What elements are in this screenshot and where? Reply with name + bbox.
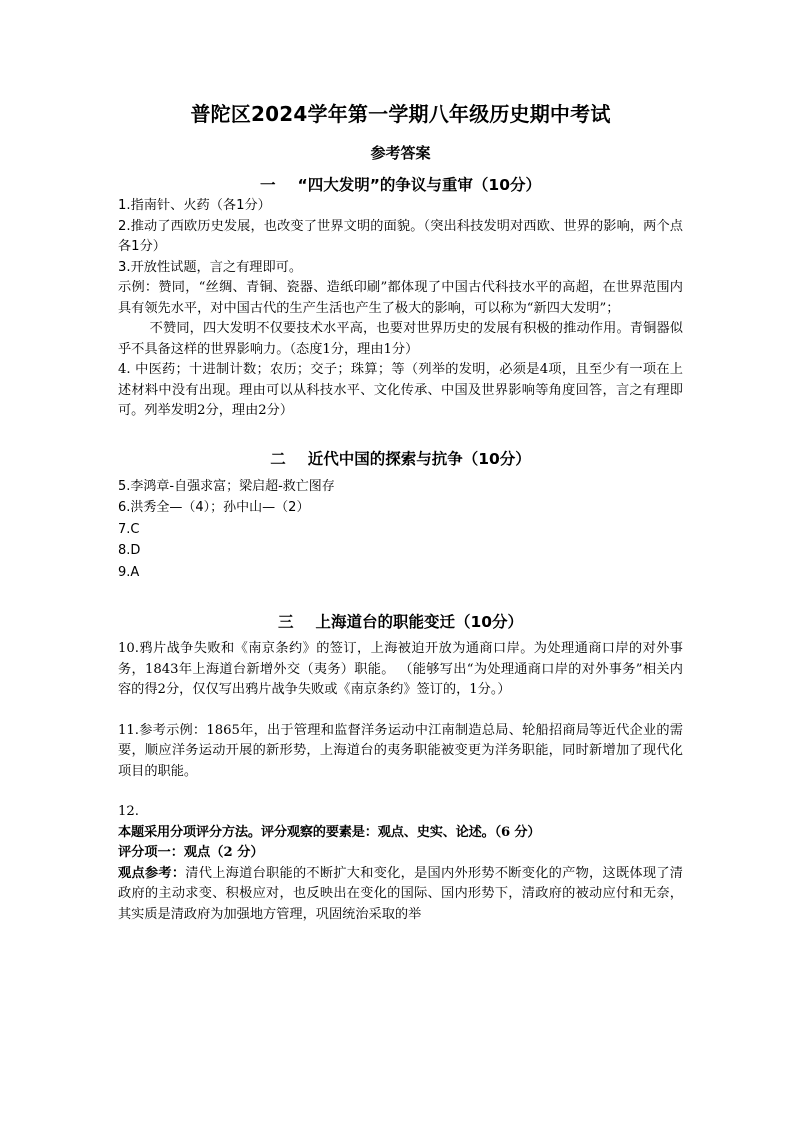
section-body-1	[118, 196, 683, 422]
answer-text: 清代上海道台职能的不断扩大和变化，是国内外形势不断变化的产物，这既体现了清政府的主动求变、积极应对，也反映出在变化的国际、国内形势下，清政府的被动应付和无奈，其实质是清政府为加强地方管理，巩固统治采取的举	[118, 865, 683, 922]
answer-line: 示例：赞同，“丝绸、青铜、瓷器、造纸印刷”都体现了中国古代科技水平的高超，在世界范围内具有领先水平，对中国古代的生产生活也产生了极大的影响，可以称为“新四大发明”；	[118, 280, 683, 316]
section-body-3	[118, 639, 683, 925]
answer-line: 3.开放性试题，言之有理即可。	[118, 259, 303, 275]
answer-line: 4. 中医药；十进制计数；农历；交子；珠算；等（列举的发明，必须是4项，且至少有一项在上述材料中没有出现。理由可以从科技水平、文化传承、中国及世界影响等角度回答，言之有理即可。列举发明2分，理由2分）	[118, 362, 683, 418]
section-heading-text: “四大发明”的争议与重审（10分）	[297, 176, 541, 194]
section-heading-text: 上海道台的职能变迁（10分）	[315, 613, 524, 631]
answer-line: 8.D	[118, 543, 141, 558]
answer-line: 5.李鸿章-自强求富；梁启超-救亡图存	[118, 478, 335, 494]
section-heading-text: 近代中国的探索与抗争（10分）	[307, 449, 531, 468]
answer-line: 11.参考示例：1865年，出于管理和监督洋务运动中江南制造总局、轮船招商局等近代企业的需要，顺应洋务运动开展的新形势，上海道台的夷务职能被变更为洋务职能，同时新增加了现代化项目的职能。	[118, 722, 683, 779]
answer-label: 观点参考：	[118, 865, 186, 881]
section-body-2	[118, 476, 683, 584]
answer-line	[118, 864, 683, 926]
section-heading-1	[118, 174, 683, 196]
answer-line: 本题采用分项评分方法。评分观察的要素是：观点、史实、论述。（6 分）	[118, 824, 541, 840]
section-number: 二	[270, 449, 286, 468]
answer-line: 2.推动了西欧历史发展，也改变了世界文明的面貌。（突出科技发明对西欧、世界的影响，两个点各1分）	[118, 218, 683, 254]
document-title: 普陀区2024学年第一学期八年级历史期中考试	[190, 102, 611, 126]
answer-line: 6.洪秀全—（4）；孙中山—（2）	[118, 500, 310, 515]
answer-line: 9.A	[118, 564, 140, 580]
answer-line: 1.指南针、火药（各1分）	[118, 198, 271, 213]
section-number: 三	[277, 613, 294, 631]
document-subtitle: 参考答案	[370, 144, 431, 162]
section-number: 一	[260, 176, 276, 194]
section-heading-3	[118, 611, 683, 633]
section-heading-2	[118, 448, 683, 470]
answer-line: 7.C	[118, 521, 140, 537]
answer-line: 不赞同，四大发明不仅要技术水平高，也要对世界历史的发展有积极的推动作用。青铜器似乎不具备这样的世界影响力。（态度1分，理由1分）	[118, 321, 683, 357]
document-content	[118, 100, 683, 925]
answer-line: 10.鸦片战争失败和《南京条约》的签订，上海被迫开放为通商口岸。为处理通商口岸的对外事务，1843年上海道台新增外交（夷务）职能。 （能够写出“为处理通商口岸的对外事务”相关内容的得2分，仅仅写出鸦片战争失败或《南京条约》签订的，1分。）	[118, 641, 683, 697]
answer-line: 评分项一：观点（2 分）	[118, 845, 264, 860]
answer-line: 12.	[118, 804, 139, 819]
